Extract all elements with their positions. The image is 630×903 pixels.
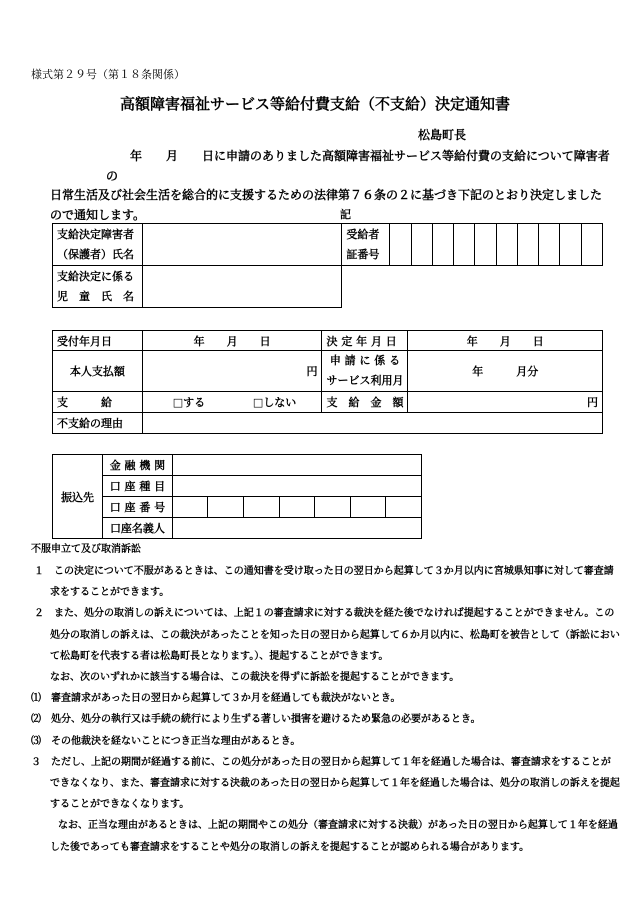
- appeal-notes: [31, 542, 620, 858]
- account-digit-cell[interactable]: [350, 497, 386, 518]
- transfer-table: [52, 454, 422, 539]
- service-month-label: [322, 351, 408, 392]
- decision-date-value[interactable]: 年 月 日: [408, 331, 603, 351]
- received-date-value[interactable]: 年 月 日: [142, 331, 322, 351]
- account-digit-cell[interactable]: [208, 497, 244, 518]
- received-date-label: 受付年月日: [53, 331, 143, 351]
- recipient-name-field[interactable]: [142, 224, 341, 266]
- note-line: 求をすることができます。: [50, 587, 170, 599]
- cert-label-line2: 証番号: [346, 247, 380, 261]
- cert-digit-cell[interactable]: [432, 224, 453, 266]
- bank-field[interactable]: [172, 455, 421, 476]
- issuer-name: 松島町長: [418, 128, 467, 142]
- note-line: ２ また、処分の取消しの訴えについては、上記１の審査請求に対する裁決を経た後でなければ提起することができません。この: [34, 608, 615, 620]
- transfer-label: 振込先: [53, 455, 103, 539]
- recipient-label-line2: （保護者）氏名: [57, 248, 134, 261]
- account-digit-cell[interactable]: [386, 497, 422, 518]
- note-line: した後であっても審査請求をすることや処分の取消しの訴えを提起することが認められる場合があります。: [50, 841, 530, 853]
- cert-digit-cell[interactable]: [475, 224, 496, 266]
- form-number: 様式第２９号（第１８条関係）: [31, 68, 185, 81]
- recipient-table: [52, 223, 603, 308]
- child-name-label: [53, 266, 143, 308]
- note-line: なお、正当な理由があるときは、上記の期間やこの処分（審査請求に対する決裁）があった日の翌日から起算して１年を経過: [58, 820, 618, 832]
- decision-table: [52, 330, 603, 434]
- payment-label: 支 給: [53, 392, 143, 413]
- account-digit-cell[interactable]: [315, 497, 351, 518]
- note-line: ⑵ 処分、処分の執行又は手続の続行により生ずる著しい損害を避けるため緊急の必要があるとき。: [31, 714, 481, 726]
- decision-date-label: 決 定 年 月 日: [322, 331, 408, 351]
- payment-yes-checkbox[interactable]: □する: [172, 396, 206, 409]
- note-line: ⑶ その他裁決を経ないことにつき正当な理由があるとき。: [31, 735, 301, 747]
- intro-line: 日常生活及び社会生活を総合的に支援するための法律第７６条の２に基づき下記のとおり決定しました: [50, 188, 603, 202]
- note-line: することができなくなります。: [50, 799, 190, 811]
- cert-label-line1: 受給者: [346, 227, 380, 241]
- intro-paragraph: [50, 147, 616, 225]
- self-pay-value[interactable]: 円: [142, 351, 322, 392]
- recipient-label-line1: 支給決定障害者: [57, 228, 134, 241]
- account-number-label: 口 座 番 号: [102, 497, 172, 518]
- bank-label: 金 融 機 関: [102, 455, 172, 476]
- service-month-label-line2: サービス利用月: [326, 374, 404, 387]
- note-line: ⑴ 審査請求があった日の翌日から起算して３か月を経過しても裁決がないとき。: [31, 693, 401, 705]
- child-name-field[interactable]: [142, 266, 341, 308]
- document-title: 高額障害福祉サービス等給付費支給（不支給）決定通知書: [119, 95, 510, 113]
- cert-digit-cell[interactable]: [560, 224, 581, 266]
- intro-line: 年 月 日に申請のありました高額障害福祉サービス等給付費の支給について障害者の: [106, 149, 610, 183]
- child-label-line2: 児 童 氏 名: [57, 289, 134, 303]
- cert-digit-cell[interactable]: [581, 224, 602, 266]
- note-line: １ この決定について不服があるときは、この通知書を受け取った日の翌日から起算して３か月以内に宮城県知事に対して審査請: [34, 566, 614, 577]
- cert-digit-cell[interactable]: [539, 224, 560, 266]
- note-line: ３ ただし、上記の期間が経過する前に、この処分があった日の翌日から起算して１年を経過した場合は、審査請求をすることが: [31, 756, 611, 768]
- payment-options: [142, 392, 322, 413]
- note-line: できなくなり、また、審査請求に対する決裁のあった日の翌日から起算して１年を経過した場合は、処分の取消しの訴えを提起: [50, 778, 620, 790]
- child-label-line1: 支給決定に係る: [57, 269, 134, 283]
- account-holder-label: 口座名義人: [102, 518, 172, 539]
- account-type-label: 口 座 種 目: [102, 476, 172, 497]
- self-pay-label: 本人支払額: [53, 351, 143, 392]
- amount-label: 支 給 金 額: [322, 392, 408, 413]
- certificate-number-label: [342, 224, 390, 266]
- account-type-field[interactable]: [172, 476, 421, 497]
- cert-digit-cell[interactable]: [411, 224, 432, 266]
- cert-digit-cell[interactable]: [454, 224, 475, 266]
- reason-field[interactable]: [142, 413, 602, 434]
- account-digit-cell[interactable]: [279, 497, 315, 518]
- cert-digit-cell[interactable]: [390, 224, 411, 266]
- recipient-name-label: [53, 224, 143, 266]
- payment-no-checkbox[interactable]: □しない: [252, 396, 297, 409]
- note-line: て松島町を代表する者は松島町長となります。）、提起することができます。: [50, 650, 389, 662]
- intro-line: ので通知します。: [50, 207, 146, 222]
- cert-digit-cell[interactable]: [517, 224, 538, 266]
- account-digit-cell[interactable]: [244, 497, 280, 518]
- account-holder-field[interactable]: [172, 518, 421, 539]
- reason-label: 不支給の理由: [53, 413, 143, 434]
- cert-digit-cell[interactable]: [496, 224, 517, 266]
- service-month-value[interactable]: 年 月分: [408, 351, 603, 392]
- service-month-label-line1: 申 請 に 係 る: [329, 354, 401, 367]
- ki-heading: 記: [340, 208, 351, 221]
- note-line: なお、次のいずれかに該当する場合は、この裁決を得ずに訴訟を提起することができます。: [50, 672, 460, 684]
- empty-area: [342, 266, 603, 308]
- account-digit-cell[interactable]: [172, 497, 208, 518]
- amount-value[interactable]: 円: [408, 392, 603, 413]
- note-line: 処分の取消しの訴えは、この裁決があったことを知った日の翌日から起算して６か月以内に、松島町を被告として（訴訟におい: [50, 629, 620, 641]
- notes-heading: 不服申立て及び取消訴訟: [31, 544, 141, 555]
